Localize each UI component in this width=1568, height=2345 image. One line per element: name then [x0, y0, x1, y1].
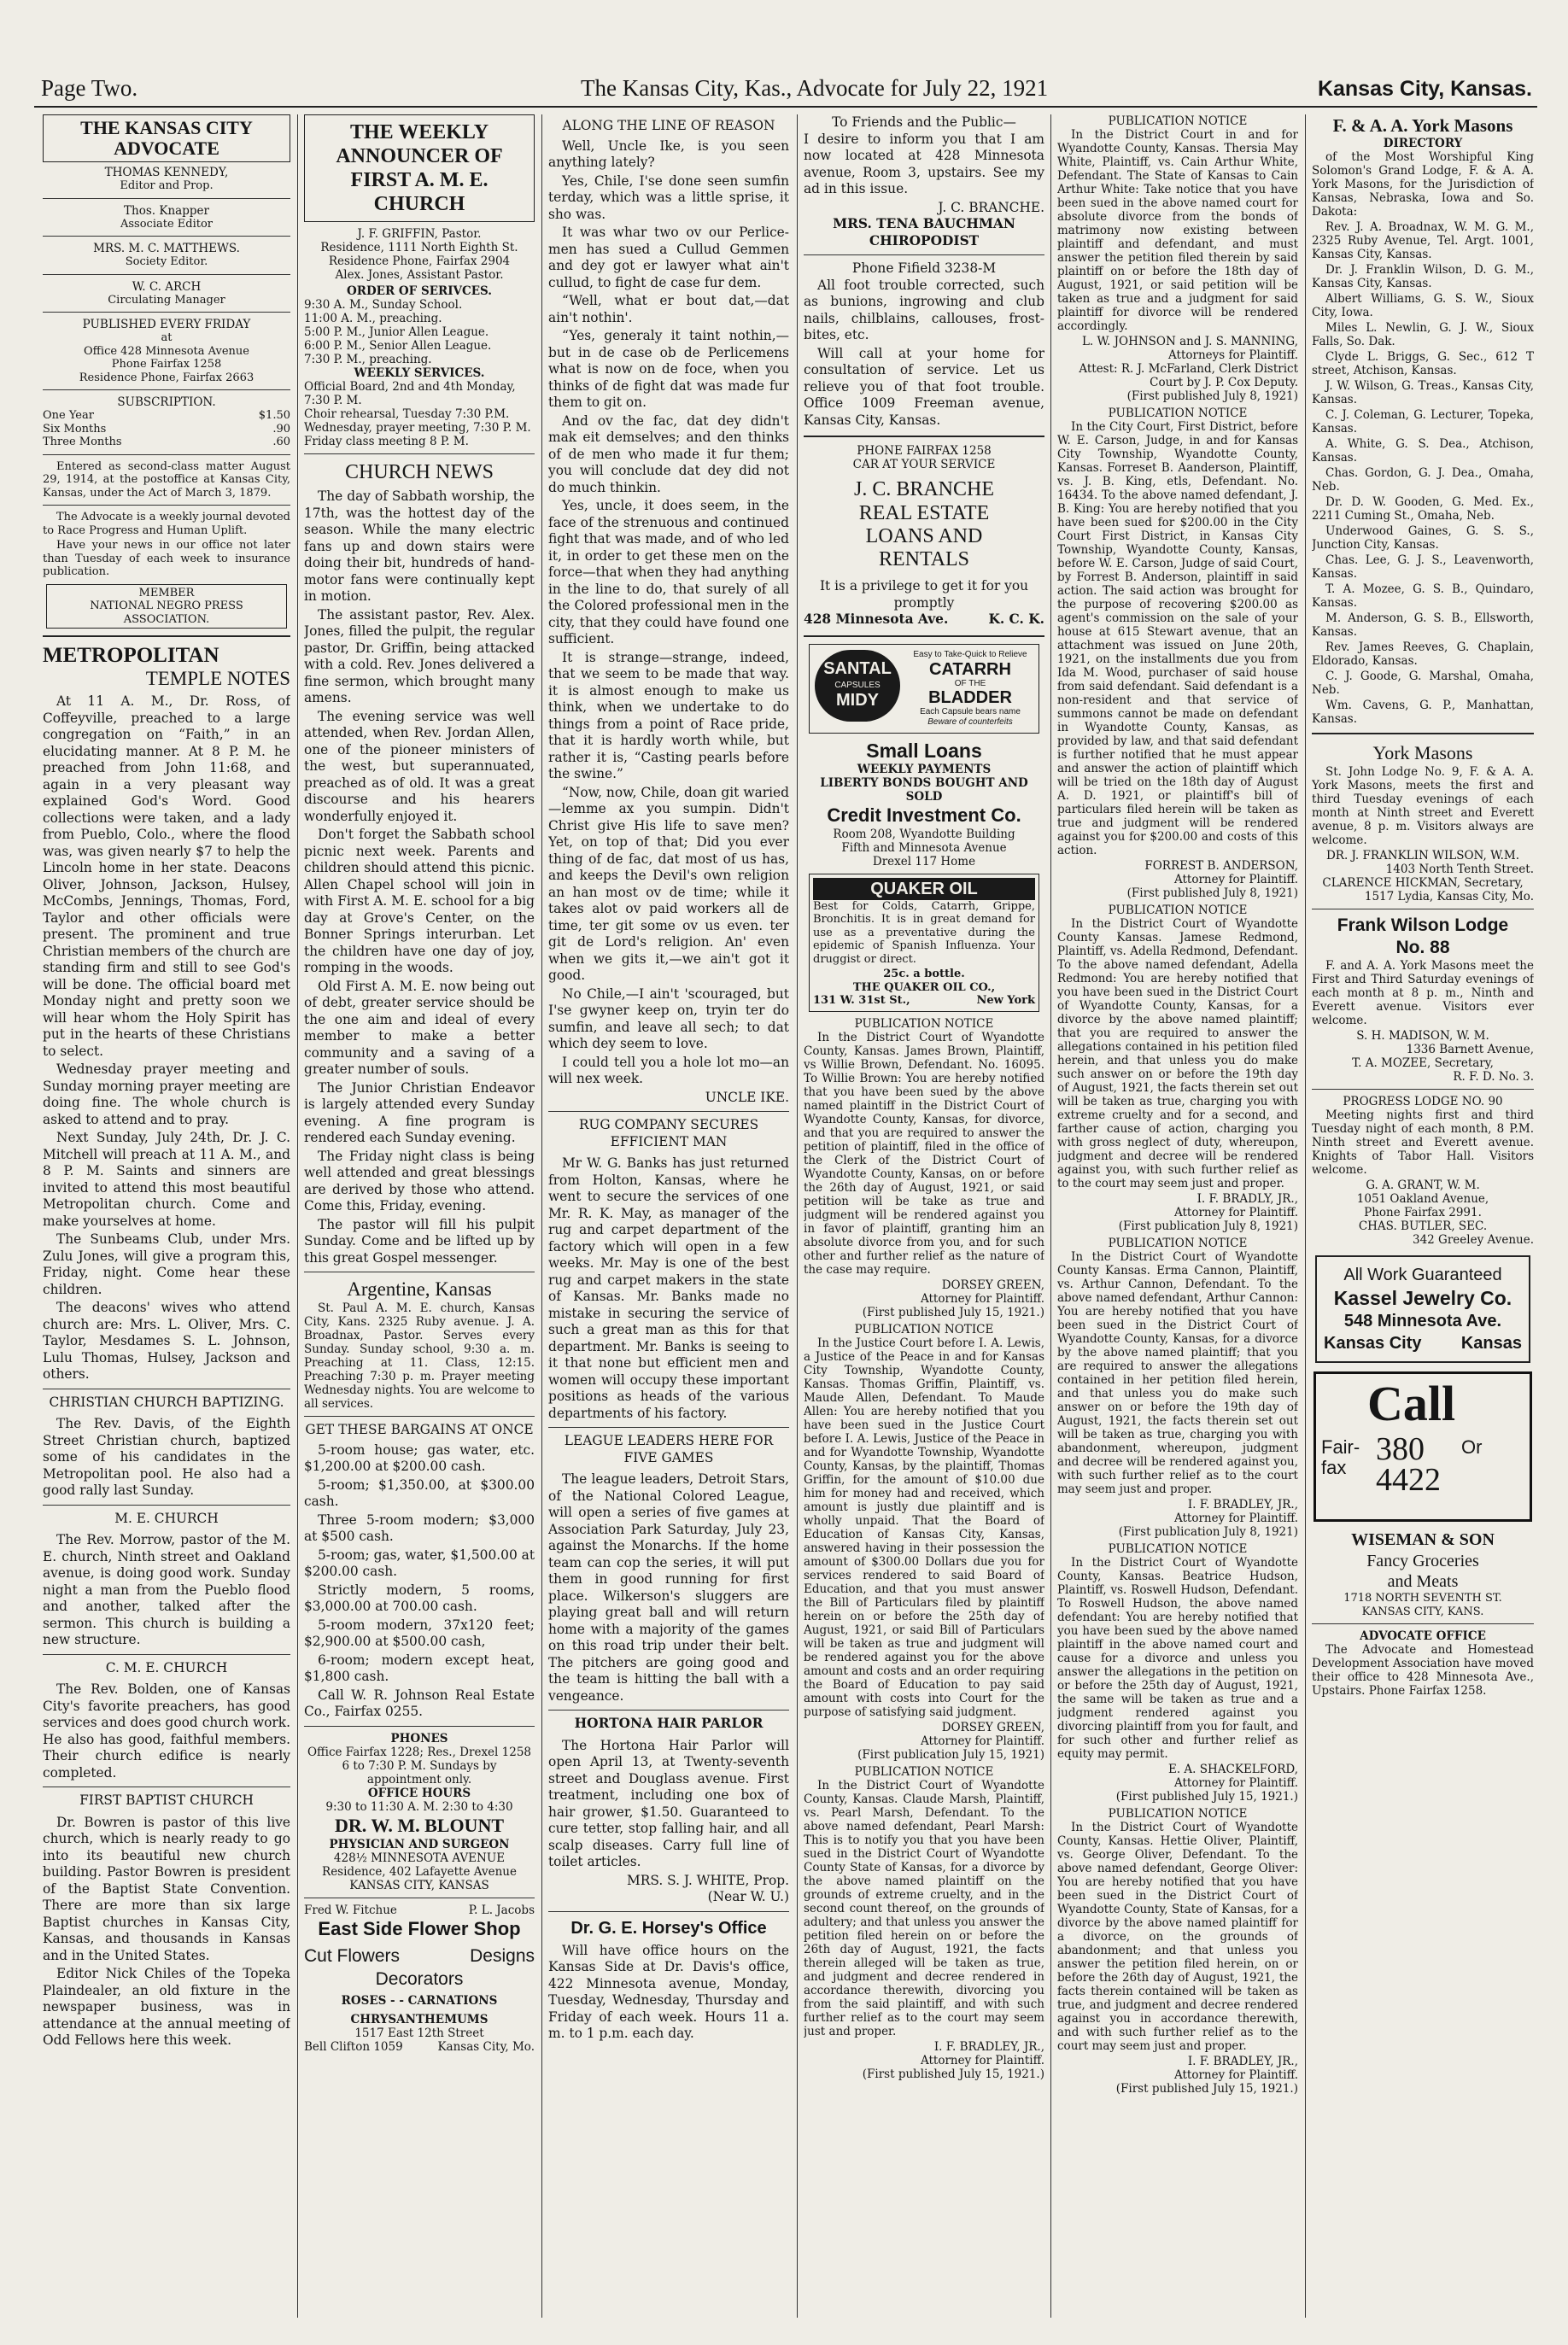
hortona-paragraph: The Hortona Hair Parlor will open April 13, at Twenty-seventh street and Douglass avenue. First treatment, including one box of hair grower, $1.50. Guaranteed to cure tetter, stop falling hair, and all scalp diseases. Carry full line of toilet articles. [548, 1737, 789, 1869]
pn-body: In the District Court of Wyandotte County, Kansas. James Brown, Plaintiff, vs Willie Brown, Defendant. No. 16095. To Willie Brown: You are hereby notified that you have been sued by the above named plaintiff in the District Court of Wyandotte County, Kansas, for divorce, and that you are required to answer the petition of plaintiff, filed in the office of the Clerk of the District Court of Wyandotte County, Kansas, on or before the 26th day of August, 1921, or said petition will be take as true and judgment will be rendered against you in favor of plaintiff, granting him an absolute divorce from you, and for such other and further relief as the nature of the case may require. [804, 1030, 1044, 1277]
bargain-item: Call W. R. Johnson Real Estate Co., Fairfax 0255. [304, 1687, 535, 1719]
chiro-paragraph: Will call at your home for consultation of service. Let us relieve you of that foot trouble. Office 1009 Freeman avenue, Kansas City, Kansas. [804, 345, 1044, 428]
news-paragraph: The Friday night class is being well attended and great blessings are derived by those who attend. Come this, Friday, evening. [304, 1148, 535, 1213]
bargain-item: 5-room house; gas water, etc. $1,200.00 at $200.00 cash. [304, 1442, 535, 1474]
devoted-notice: The Advocate is a weekly journal devoted to Race Progress and Human Uplift. [43, 511, 290, 537]
member-association: NATIONAL NEGRO PRESS ASSOCIATION. [90, 599, 243, 626]
pn-heading: PUBLICATION NOTICE [1108, 406, 1248, 420]
flower-roses: ROSES - - CARNATIONS [341, 1993, 498, 2008]
call-number-2: 4422 [1376, 1462, 1441, 1498]
directory-entry: A. White, G. S. Dea., Atchison, Kansas. [1312, 437, 1534, 465]
weekly-item: Choir rehearsal, Tuesday 7:30 P.M. [304, 407, 510, 421]
flower-item: Designs [470, 1945, 535, 1966]
pn-body: In the District Court of Wyandotte County, Kansas. Beatrice Hudson, Plaintiff, vs. Roswell Hudson, Defendant. To Roswell Hudson, the above named defendant: You are hereby notified that you have been sued by the above named plaintiff in the above named court and cause for a divorce and unless you answer the allegations in the petition on or before the 25th day of August, 1921, the same will be taken as true and a judgment rendered against you divorcing plaintiff from you for fault, and for such other and further relief as equity may permit. [1057, 1556, 1298, 1761]
order-item: 11:00 A. M., preaching. [304, 312, 442, 325]
santal-note: Each Capsule bears name [920, 706, 1021, 716]
directory-intro: of the Most Worshipful King Solomon's Grand Lodge, F. & A. A. York Masons, for the Jurisdiction of Kansas, Nebraska, Iowa and So. Dakota: [1312, 150, 1534, 219]
pastor-line: Residence Phone, Fairfax 2904 [328, 254, 511, 268]
santal-ad [809, 644, 1039, 734]
argentine-paragraph: St. Paul A. M. E. church, Kansas City, Kans. 2325 Ruby avenue. J. A. Broadnax, Pastor. Serves every Sunday. Sunday school, 9:30 a. m. Preaching at 11. Class, 12:15. Preaching 7:30 p. m. Prayer meeting Wednesday nights. You are welcome to all services. [304, 1301, 535, 1411]
cme-paragraph: The Rev. Bolden, one of Kansas City's favorite preachers, has good services and does good church work. He also has good, faithful members. Their church edifice is nearly completed. [43, 1681, 290, 1781]
kassel-ad [1315, 1255, 1530, 1363]
flower-phone: Bell Clifton 1059 [304, 2039, 403, 2054]
staff-line: THOMAS KENNEDY, [104, 166, 229, 179]
flower-chrys: CHRYSANTHEMUMS [350, 2012, 489, 2026]
quaker-city: New York [976, 994, 1035, 1007]
published-line: at [161, 331, 173, 344]
fbc-paragraph: Dr. Bowren is pastor of this live church, which is nearly ready to go into its beautiful new church building. Pastor Bowren is president of the Baptist State Convention. There are more than six large Baptist churches in Kansas City, Kansas, and thousands in Kansas and in the United States. [43, 1814, 290, 1963]
fw-sign: R. F. D. No. 3. [1453, 1070, 1534, 1084]
uncle-paragraph: Well, Uncle Ike, is you seen anything lately? [548, 137, 789, 170]
loans-heading: Small Loans [866, 739, 982, 762]
flower-city: Kansas City, Mo. [437, 2039, 535, 2054]
prog-sign: Phone Fairfax 2991. [1364, 1206, 1482, 1219]
uncle-paragraph: “Now, now, Chile, doan git waried—lemme ax you sumpin. Didn't Christ give His life to save men? Yet, on top of that; Did you ever thing of de fac, dat most of us has, and keeps the Devil's own religion an han most ov de time; while it takes alot ov paid workers all de time, ter git some ov us even. ter git de Lord's religion. An' even when we gits it,—we ain't got it good. [548, 784, 789, 983]
flower-shop-ad [304, 1903, 535, 2054]
wiseman-sub: and Meats [1387, 1572, 1459, 1591]
news-paragraph: The day of Sabbath worship, the 17th, was the hottest day of the season. While the many electric fans up and down stairs were doing their bit, hundreds of hand-motor fans were continually kept in motion. [304, 488, 535, 604]
santal-of: OF THE [954, 678, 986, 688]
column-rule [1050, 114, 1051, 2318]
pn-sign: (First published July 15, 1921.) [1115, 2082, 1298, 2096]
blount-ad [304, 1732, 535, 1892]
prog-sign: CHAS. BUTLER, SEC. [1358, 1219, 1488, 1233]
york-sign: CLARENCE HICKMAN, Secretary, [1322, 876, 1524, 890]
pn-sign: Attest: R. J. McFarland, Clerk District Court by J. P. Cox Deputy. [1079, 362, 1298, 389]
uncle-paragraph: “Yes, generaly it taint nothin,—but in de case ob de Perlicemens what is now on de foce, when you thinks of de fight dat was made fur them to git on. [548, 328, 789, 410]
flower-item: Cut Flowers [304, 1945, 401, 1966]
uncle-paragraph: And ov the fac, dat dey didn't mak eit demselves; and den thinks of de men who made it fur them; you will conclude dat dey did not do much thinkin. [548, 412, 789, 495]
pastor-block [304, 227, 535, 298]
subscription-heading: SUBSCRIPTION. [117, 395, 216, 409]
blount-address: 428½ MINNESOTA AVENUE [333, 1851, 506, 1865]
hortona-sign: (Near W. U.) [707, 1889, 789, 1904]
york-heading: York Masons [1372, 742, 1473, 763]
pn-sign: Attorney for Plaintiff. [1173, 1776, 1298, 1790]
call-fair: Fair- [1321, 1436, 1360, 1458]
announcer-title-box [304, 114, 535, 222]
kassel-line: Kassel Jewelry Co. [1333, 1287, 1512, 1309]
pn-sign: (First published July 15, 1921.) [862, 1305, 1044, 1319]
blount-title: PHYSICIAN AND SURGEON [329, 1837, 510, 1851]
bargains-heading: GET THESE BARGAINS AT ONCE [305, 1422, 534, 1437]
pn-heading: PUBLICATION NOTICE [854, 1322, 994, 1336]
call-fax: fax [1321, 1457, 1347, 1478]
pn-sign: I. F. BRADLY, JR., [1196, 1192, 1298, 1206]
santal-tagline: Easy to Take-Quick to Relieve [913, 649, 1027, 659]
order-heading: ORDER OF SERIVCES. [347, 284, 492, 298]
pn-sign: I. F. BRADLEY, JR., [1187, 1498, 1298, 1512]
uncle-paragraph: I could tell you a hole lot mo—an will nex week. [548, 1054, 789, 1086]
wiseman-heading: WISEMAN & SON [1351, 1530, 1495, 1549]
flower-shop-title: East Side Flower Shop [318, 1917, 521, 1939]
fw-sign: S. H. MADISON, W. M. [1356, 1029, 1489, 1043]
quaker-body: Best for Colds, Catarrh, Grippe, Bronchitis. It is in great demand for use as a preventative during the epidemic of Spanish Influenza. Your druggist or direct. [813, 899, 1035, 966]
uncle-paragraph: “Well, what er bout dat,—dat ain't nothin'. [548, 293, 789, 325]
member-label: MEMBER [138, 586, 195, 599]
chiro-phone: Phone Fifield 3238-M [851, 260, 997, 276]
staff-line: Circulating Manager [108, 293, 225, 307]
directory-entry: Chas. Lee, G. J. S., Leavenworth, Kansas. [1312, 553, 1534, 581]
pn-heading: PUBLICATION NOTICE [1108, 1542, 1248, 1556]
advocate-office-heading: ADVOCATE OFFICE [1360, 1629, 1486, 1643]
uncle-paragraph: It is strange—strange, indeed, that we seem to be made that way. it is almost enough to make us think, when we undertake to do things from a point of Race pride, that it is hardly worth while, but rather it is, “Casting pearls before the swine.” [548, 649, 789, 781]
branche-name: J. C. BRANCHE [853, 478, 995, 500]
fw-sign: 1336 Barnett Avenue, [1406, 1043, 1534, 1056]
published-line: Residence Phone, Fairfax 2663 [79, 371, 255, 384]
bargain-item: 5-room; $1,350.00, at $300.00 cash. [304, 1477, 535, 1509]
hours-line: 9:30 to 11:30 A. M. 2:30 to 4:30 [325, 1799, 513, 1814]
fw-number: No. 88 [1395, 938, 1450, 957]
fbc-paragraph: Editor Nick Chiles of the Topeka Plaindealer, an old fixture in the newspaper business, was in attendance at the annual meeting of Odd Fellows here this week. [43, 1966, 290, 2048]
chiro-name: MRS. TENA BAUCHMAN [833, 216, 1015, 231]
hortona-sign: MRS. S. J. WHITE, Prop. [627, 1872, 789, 1888]
york-sign: DR. J. FRANKLIN WILSON, W.M. [1325, 849, 1520, 863]
bargain-item: 5-room modern, 37x120 feet; $2,900.00 at $500.00 cash, [304, 1617, 535, 1649]
column-5 [1057, 114, 1298, 2318]
phones-line: Office Fairfax 1228; Res., Drexel 1258 6 to 7:30 P. M. Sundays by appointment only. [307, 1745, 532, 1787]
order-item: 6:00 P. M., Senior Allen League. [304, 339, 492, 353]
pn-heading: PUBLICATION NOTICE [854, 1016, 994, 1031]
prog-sign: G. A. GRANT, W. M. [1366, 1178, 1480, 1192]
news-paragraph: The pastor will fill his pulpit Sunday. Come and be lifted up by this great Gospel messenger. [304, 1216, 535, 1266]
prog-paragraph: Meeting nights first and third Tuesday night of each month, 8 P.M. Ninth street and Everett avenue. Knights of Tabor Hall. Visitors welcome. [1312, 1108, 1534, 1177]
subscription-row: One Year $1.50 [43, 409, 290, 422]
quaker-price: 25c. a bottle. [883, 968, 965, 980]
advocate-office-paragraph: The Advocate and Homestead Development Association have moved their office to 428 Minnesota Ave., Upstairs. Phone Fairfax 1258. [1312, 1643, 1534, 1698]
directory-entry: Underwood Gaines, G. S. S., Junction City, Kansas. [1312, 524, 1534, 552]
news-paragraph: The Junior Christian Endeavor is largely attended every Sunday evening. A fine program is rendered each Sunday evening. [304, 1079, 535, 1145]
pn-heading: PUBLICATION NOTICE [854, 1764, 994, 1779]
directory-entry: Rev. J. A. Broadnax, W. M. G. M., 2325 Ruby Avenue, Tel. Argt. 1001, Kansas City, Kansas. [1312, 220, 1534, 261]
pn-sign: I. F. BRADLEY, JR., [933, 2039, 1044, 2054]
masthead-box [43, 114, 290, 162]
directory-list [1312, 220, 1534, 726]
column-rule [1305, 114, 1306, 2318]
directory-entry: T. A. Mozee, G. S. B., Quindaro, Kansas. [1312, 582, 1534, 610]
directory-entry: Clyde L. Briggs, G. Sec., 612 T street, Atchison, Kansas. [1312, 350, 1534, 377]
subscription-row: Three Months .60 [43, 436, 290, 448]
christian-paragraph: The Rev. Davis, of the Eighth Street Christian church, baptized some of his candidates in the Metropolitan pool. He also had a good rally last Sunday. [43, 1416, 290, 1498]
metro-subtitle: TEMPLE NOTES [145, 668, 290, 689]
call-word: Call [1367, 1376, 1456, 1431]
news-paragraph: Don't forget the Sabbath school picnic next week. Parents and children should attend this picnic. Allen Chapel school will join in with First A. M. E. school for a big day at Grove's Center, on the Bonner Springs interurban. Let the children have one day of joy, romping in the woods. [304, 827, 535, 975]
fbc-heading: FIRST BAPTIST CHURCH [79, 1792, 254, 1808]
member-box [46, 584, 287, 629]
directory-entry: Albert Williams, G. S. W., Sioux City, Iowa. [1312, 292, 1534, 319]
pn-sign: (First publication July 15, 1921) [857, 1747, 1044, 1762]
pn-sign: E. A. SHACKELFORD, [1167, 1763, 1298, 1776]
pn-sign: Attorney for Plaintiff. [920, 2053, 1044, 2067]
directory-heading: DIRECTORY [1383, 137, 1463, 150]
loans-bonds: LIBERTY BONDS BOUGHT AND SOLD [820, 775, 1028, 804]
rug-paragraph: Mr W. G. Banks has just returned from Holton, Kansas, where he went to secure the services of one Mr. R. K. May, as manager of the rug and carpet department of the factory which will open in a few weeks. Mr. May is one of the best rug and carpet makers in the state of Kansas. Mr. Banks made no mistake in securing the service of such a great man as this for that department. Mr. Banks is seeing to it that none but efficient men and women will occupy these important positions as heads of the various departments of his factory. [548, 1155, 789, 1421]
paper-title: THE KANSAS CITY ADVOCATE [80, 117, 253, 159]
staff-line: Society Editor. [125, 255, 208, 268]
pn-sign: (First published July 8, 1921) [1126, 389, 1298, 403]
column-4 [804, 114, 1044, 2318]
fw-sign: T. A. MOZEE, Secretary, [1352, 1056, 1494, 1070]
staff-line: MRS. M. C. MATTHEWS. [93, 242, 240, 255]
league-paragraph: The league leaders, Detroit Stars, of the National Colored League, will open a series of five games at Association Park Saturday, July 23, against the Monarchs. If the home team can cop the series, it will put them in good running for first place. Wilkerson's sluggers are playing great ball and will return home with a majority of the games on this road trip under their belt. The pitchers are going good and the team is hitting the ball with a vengeance. [548, 1471, 789, 1704]
column-rule [297, 114, 298, 2318]
uncle-paragraph: It was whar two ov our Perlice-men has sued a Cullud Gemmen and dey got er lawyer what ain't cullud, to fight de case fur dem. [548, 225, 789, 290]
flower-owner: Fred W. Fitchue [304, 1903, 397, 1917]
branche-car: CAR AT YOUR SERVICE [852, 458, 996, 471]
pastor-line: Alex. Jones, Assistant Pastor. [335, 268, 504, 282]
kassel-line: All Work Guaranteed [1343, 1266, 1502, 1284]
uncle-signature: UNCLE IKE. [705, 1089, 789, 1105]
pn-sign: Attorney for Plaintiff. [1173, 2068, 1298, 2082]
friends-sign: J. C. BRANCHE. [938, 199, 1044, 215]
blount-residence: Residence, 402 Lafayette Avenue [322, 1864, 517, 1879]
wiseman-address: 1718 NORTH SEVENTH ST. [1343, 1592, 1502, 1605]
flower-owner: P. L. Jacobs [468, 1903, 535, 1917]
branche-privilege: It is a privilege to get it for you promptly [819, 578, 1029, 611]
call-or: Or [1461, 1436, 1483, 1458]
prog-heading: PROGRESS LODGE NO. 90 [1343, 1095, 1503, 1108]
pn-sign: (First publication July 8, 1921) [1118, 1525, 1298, 1539]
rug-heading: RUG COMPANY SECURES EFFICIENT MAN [578, 1117, 759, 1149]
news-deadline-notice: Have your news in our office not later than Tuesday of each week to insurance publication. [43, 539, 290, 578]
pn-sign: Attorney for Plaintiff. [1173, 1512, 1298, 1525]
church-news-heading: CHURCH NEWS [344, 461, 494, 483]
friends-heading: To Friends and the Public— [832, 114, 1016, 130]
pn-body: In the District Court in and for Wyandotte County, Kansas. Thersia May White, Plaintiff, vs. Cain Arthur White, Defendant. The State of Kansas to Cain Arthur White: Take notice that you have been sued in the above named court for absolute divorce from the bonds of matrimony now existing between plaintiff and defendant, and must answer the petition filed therein by said plaintiff on or before the 18th day of August, 1921, or said petition will be taken as true and a judgment for said plaintiff for divorce will be rendered accordingly. [1057, 128, 1298, 333]
metro-title: METROPOLITAN [43, 644, 219, 667]
pn-sign: L. W. JOHNSON and J. S. MANNING, Attorneys for Plaintiff. [1081, 335, 1298, 362]
chiro-paragraph: All foot trouble corrected, such as bunions, ingrowing and club nails, chilblains, callouses, frost-bites, etc. [804, 277, 1044, 342]
directory-entry: Dr. D. W. Gooden, G. Med. Ex., 2211 Cuming St., Omaha, Neb. [1312, 495, 1534, 523]
published-line: Phone Fairfax 1258 [111, 358, 222, 371]
branche-line: REAL ESTATE [858, 502, 990, 524]
pastor-line: J. F. GRIFFIN, Pastor. [357, 227, 482, 241]
pn-body: In the District Court of Wyandotte County, Kansas. Hettie Oliver, Plaintiff, vs. George Oliver, Defendant. To the above named defendant, George Oliver: You are hereby notified that you have been sued in the District Court of Wyandotte County, State of Kansas, for a divorce by the above named plaintiff for a divorce, on the grounds of abandonment; and that unless you answer the petition filed herein, on or before the 26th day of August, 1921, the facts therein contained will be taken as true, and judgment and decree rendered against you in accordance therewith, and with such further relief as to the court may seem just and proper. [1057, 1821, 1298, 2053]
loans-address: Drexel 117 Home [872, 854, 976, 868]
league-heading: LEAGUE LEADERS HERE FOR FIVE GAMES [564, 1433, 774, 1465]
call-number-1: 380 [1376, 1431, 1425, 1467]
directory-entry: J. W. Wilson, G. Treas., Kansas City, Kansas. [1312, 379, 1534, 406]
kassel-line: 548 Minnesota Ave. [1343, 1312, 1502, 1330]
pn-sign: FORREST B. ANDERSON, [1144, 859, 1298, 873]
pn-sign: I. F. BRADLEY, JR., [1187, 2055, 1298, 2068]
column-6 [1312, 114, 1534, 2318]
weekly-item: Wednesday, prayer meeting, 7:30 P. M. Friday class meeting 8 P. M. [304, 421, 531, 448]
order-item: 5:00 P. M., Junior Allen League. [304, 325, 489, 339]
staff-line: Associate Editor [120, 217, 214, 231]
pastor-line: Residence, 1111 North Eighth St. [320, 241, 518, 254]
santal-beware: Beware of counterfeits [927, 716, 1013, 727]
staff-list [43, 166, 290, 409]
column-3 [548, 114, 789, 2318]
pn-heading: PUBLICATION NOTICE [1108, 1237, 1248, 1250]
flower-address: 1517 East 12th Street [354, 2026, 484, 2040]
uncle-heading: ALONG THE LINE OF REASON [562, 118, 775, 133]
order-item: 7:30 P. M., preaching. [304, 353, 432, 366]
published-line: PUBLISHED EVERY FRIDAY [82, 318, 251, 331]
pn-sign: Attorney for Plaintiff. [920, 1734, 1044, 1748]
staff-line: Thos. Knapper [124, 203, 209, 218]
column-rule [541, 114, 542, 2318]
metro-paragraph: At 11 A. M., Dr. Ross, of Coffeyville, preached to a large congregation on “Faith,” in an elucidating manner. At 8 P. M. he preached from John 11:68, and again in a very pleasant way explained God's Word. Good collections were taken, and a lady from Pueblo, Colo., where the flood was, was given nearly $7 to help the Lincoln home in her state. Deacons Oliver, Johnson, Jackson, Hulsey, McCombs, Jennings, Thomas, Ford, Taylor and other officials were present. The prominent and true Christian members of the church are standing firm and still to see God's will be done. The official board met Monday night and pretty soon we will hear whom the Holy Spirit has put in the hearts of these Christians to select. [43, 693, 290, 1059]
directory-entry: Miles L. Newlin, G. J. W., Sioux Falls, So. Dak. [1312, 321, 1534, 348]
cme-heading: C. M. E. CHURCH [105, 1659, 228, 1675]
york-sign: 1517 Lydia, Kansas City, Mo. [1364, 890, 1534, 903]
blount-city: KANSAS CITY, KANSAS [349, 1878, 489, 1892]
bargain-item: Strictly modern, 5 rooms, $3,000.00 at 700.00 cash. [304, 1582, 535, 1614]
entered-notice: Entered as second-class matter August 29, 1914, at the postoffice at Kansas City, Kansas, under the Act of March 3, 1879. [43, 459, 290, 500]
pn-heading: PUBLICATION NOTICE [1108, 114, 1248, 128]
branche-address: 428 Minnesota Ave. [804, 611, 949, 627]
pn-sign: (First published July 8, 1921) [1126, 886, 1298, 900]
quaker-company: THE QUAKER OIL CO., [852, 980, 996, 994]
pn-sign: DORSEY GREEN, [941, 1720, 1044, 1734]
directory-entry: Dr. J. Franklin Wilson, D. G. M., Kansas City, Kansas. [1312, 263, 1534, 290]
pn-body: In the District Court of Wyandotte County, Kansas. Claude Marsh, Plaintiff, vs. Pearl Marsh, Defendant. To the above named defendant, Pearl Marsh: This is to notify you that you have been sued in the District Court of Wyandotte County State of Kansas, for a divorce by the above named plaintiff on the grounds of extreme cruelty, and in the second count thereof, on the grounds of adultery; and that unless you answer the petition filed herein on or before the 26th day of August, 1921, the facts therein alleged will be taken as true, and judgment and decree rendered in accordance therewith, divorcing you from the said plaintiff, and with such further relief as to the court may seem just and proper. [804, 1778, 1044, 2038]
city-label: Kansas City, Kansas. [1317, 77, 1532, 101]
bargain-item: 6-room; modern except heat, $1,800 cash. [304, 1652, 535, 1684]
wiseman-address: KANSAS CITY, KANS. [1361, 1605, 1484, 1618]
news-paragraph: Old First A. M. E. now being out of debt, greater service should be the one aim and ideal of every member to make a better community and a saving of a greater number of souls. [304, 978, 535, 1077]
quaker-ad [809, 874, 1039, 1012]
news-paragraph: The assistant pastor, Rev. Alex. Jones, filled the pulpit, the regular pastor, Dr. Griffin, being attacked with a cold. Rev. Jones delivered a fine sermon, which brought many amens. [304, 606, 535, 705]
christian-heading: CHRISTIAN CHURCH BAPTIZING. [49, 1394, 284, 1410]
pn-sign: DORSEY GREEN, [941, 1278, 1044, 1292]
bargain-item: 5-room; gas, water, $1,500.00 at $200.00 cash. [304, 1547, 535, 1579]
wiseman-sub: Fancy Groceries [1366, 1552, 1479, 1570]
branche-city: K. C. K. [988, 611, 1044, 627]
news-paragraph: The evening service was well attended, when Rev. Jordan Allen, one of the pioneer ministers of the west, but superannuated, preached as of old. It was a great discourse and his hearers wonderfully enjoyed it. [304, 708, 535, 824]
directory-entry: Rev. James Reeves, G. Chaplain, Eldorado, Kansas. [1312, 640, 1534, 668]
paper-date-line: The Kansas City, Kas., Advocate for July 22, 1921 [581, 75, 1049, 101]
bargain-item: Three 5-room modern; $3,000 at $500 cash. [304, 1512, 535, 1544]
me-heading: M. E. CHURCH [114, 1510, 219, 1526]
column-1 [43, 114, 290, 2318]
quaker-heading: QUAKER OIL [813, 878, 1035, 900]
directory-entry: Chas. Gordon, G. J. Dea., Omaha, Neb. [1312, 466, 1534, 494]
metro-paragraph: Wednesday prayer meeting and Sunday morning prayer meeting are doing fine. The whole church is asked to attend and to pray. [43, 1061, 290, 1127]
kassel-state: Kansas [1460, 1334, 1522, 1353]
chiro-title: CHIROPODIST [869, 232, 980, 249]
loans-company: Credit Investment Co. [827, 804, 1021, 826]
pn-sign: (First publication July 8, 1921) [1118, 1219, 1298, 1233]
santal-bladder: BLADDER [928, 687, 1012, 707]
pn-sign: Attorney for Plaintiff. [1173, 1206, 1298, 1219]
loans-address: Room 208, Wyandotte Building [833, 827, 1015, 841]
pn-sign: Attorney for Plaintiff. [1173, 873, 1298, 886]
santal-catarrh: CATARRH [929, 659, 1011, 679]
pn-body: In the District Court of Wyandotte County Kansas. Erma Cannon, Plaintiff, vs. Arthur Cannon, Defendant. To the above named defendant, Arthur Cannon: You are hereby notified that you have been sued in the District Court of Wyandotte County, Kansas, for a divorce by the above named plaintiff; that you are required to answer the allegations contained in her petition filed herein, and that unless you do make such answer on or before the 19th day of August, 1921, the facts therein set out will be taken as true, charging you with abandonment, whereupon, judgment and decree will be rendered against you, with such further relief as to the court may seem just and proper. [1057, 1250, 1298, 1496]
metro-paragraph: The Sunbeams Club, under Mrs. Zulu Jones, will give a program this, Friday, night. Come hear these children. [43, 1231, 290, 1297]
pn-sign: Attorney for Plaintiff. [920, 1291, 1044, 1306]
uncle-paragraph: Yes, Chile, I'se done seen sumfin terday, which was a little sprise, it sho was. [548, 173, 789, 222]
uncle-paragraph: Yes, uncle, it does seem, in the face of the strenuous and continued fight that was made, and of who led it, in order to get these men on the force—that when they had anything in the line to do, that surely of all the Colored professional men in the city, that they could have found one sufficient. [548, 498, 789, 646]
york-paragraph: St. John Lodge No. 9, F. & A. A. York Masons, meets the first and third Tuesday evenings of each month at Ninth street and Everett avenue, 8 p. m. Visitors always are welcome. [1312, 765, 1534, 847]
branche-line: RENTALS [878, 548, 970, 570]
argentine-heading: Argentine, Kansas [347, 1278, 492, 1300]
prog-sign: 342 Greeley Avenue. [1413, 1233, 1534, 1247]
horsey-paragraph: Will have office hours on the Kansas Side at Dr. Davis's office, 422 Minnesota avenue, Monday, Tuesday, Wednesday, Thursday and Friday of each week. Hours 11 a. m. to 1 p.m. each day. [548, 1942, 789, 2041]
metro-paragraph: The deacons' wives who attend church are: Mrs. L. Oliver, Mrs. C. Taylor, Mesdames S. L. Johnson, Lulu Thomas, Hulsey, Jackson and others. [43, 1300, 290, 1382]
capsule-icon: SANTAL CAPSULES MIDY [815, 650, 900, 722]
fw-paragraph: F. and A. A. York Masons meet the First and Third Saturday evenings of each month at 8 p. m., Ninth and Everett avenue. Visitors ever welcome. [1312, 959, 1534, 1027]
flower-item: Decorators [375, 1968, 464, 1989]
published-line: Office 428 Minnesota Avenue [84, 344, 249, 358]
friends-paragraph: I desire to inform you that I am now located at 428 Minnesota avenue, Room 3, upstairs. See my ad in this issue. [804, 131, 1044, 196]
directory-entry: Wm. Cavens, G. P., Manhattan, Kansas. [1312, 699, 1534, 726]
staff-line: W. C. ARCH [132, 279, 202, 294]
quaker-address: 131 W. 31st St., [813, 994, 910, 1007]
pn-body: In the District Court of Wyandotte County Kansas. Jamese Redmond, Plaintiff, vs. Adella Redmond, Defendant. To the above named defendant, Adella Redmond: You are hereby notified that you have been sued in the District Court of Wyandotte County, Kansas, for a divorce by the above named plaintiff; that you are required to answer the allegations contained in his petition filed herein, and that unless you do make such answer on or before the 19th day of August, 1921, the facts therein set out will be taken as true, charging you with extreme cruelty and for a second, and farther cause of action, charging you with gross neglect of duty, whereupon, judgment and decree will be rendered against you, with such further relief as to the court may seem just and proper. [1057, 917, 1298, 1190]
pn-sign: (First published July 15, 1921.) [862, 2067, 1044, 2081]
pn-heading: PUBLICATION NOTICE [1108, 1807, 1248, 1821]
hours-heading: OFFICE HOURS [367, 1786, 471, 1800]
order-item: 9:30 A. M., Sunday School. [304, 298, 463, 312]
pn-sign: (First published July 15, 1921.) [1115, 1790, 1298, 1804]
call-ad [1313, 1371, 1532, 1522]
order-list [304, 298, 535, 448]
directory-entry: C. J. Goode, G. Marshal, Omaha, Neb. [1312, 670, 1534, 697]
weekly-item: Official Board, 2nd and 4th Monday, 7:30 P. M. [304, 380, 516, 407]
pn-heading: PUBLICATION NOTICE [1108, 903, 1248, 917]
blount-name: DR. W. M. BLOUNT [334, 1814, 505, 1836]
directory-entry: C. J. Coleman, G. Lecturer, Topeka, Kansas. [1312, 408, 1534, 436]
kassel-city: Kansas City [1324, 1334, 1422, 1353]
page-header [34, 72, 1537, 108]
branche-phone: PHONE FAIRFAX 1258 [857, 444, 992, 458]
column-2 [304, 114, 535, 2318]
staff-line: Editor and Prop. [120, 179, 214, 192]
subscription-row: Six Months .90 [43, 422, 290, 436]
pn-body: In the Justice Court before I. A. Lewis, a Justice of the Peace in and for Kansas City Township, Wyandotte County, Kansas. Thomas Griffin, Plaintiff, vs. Maude Allen, Defendant. To Maude Allen: You are hereby notified that you have been sued in the Justice Court before I. A. Lewis, Justice of the Peace in and for Wyandotte Township, Wyandotte County, Kansas, by the plaintiff, Thomas Griffin, for the amount of $10.00 due him for money had and received, which amount is justly due plaintiff and is wholly unpaid. That the Board of Education of Kansas City, Kansas, answered having in their possession the amount of $300.00 Dollars due you for services rendered to said Board of Education, and that you must answer the Bill of Particulars filed by plaintiff herein on or before the 25th day of August, 1921, or said Bill of Particulars will be taken as true and judgment will be rendered against you for the above amount and costs and an order requiring the Board of Education to pay said amount with costs into Court for the purpose of satisfying said judgment. [804, 1336, 1044, 1719]
announcer-title: THE WEEKLY ANNOUNCER OF FIRST A. M. E. CHURCH [336, 121, 503, 215]
prog-sign: 1051 Oakland Avenue, [1356, 1192, 1489, 1206]
pn-body: In the City Court, First District, before W. E. Carson, Judge, in and for Kansas City Township, Wyandotte County, Kansas. Forreset B. Aanderson, Plaintiff, vs. J. B. King, etls, Defendant. No. 16434. To the above named defendant, J. B. King: You are hereby notified that you have been sued for $200.00 in the City Court First District, in Kansas City Township, Wyandotte County, Kansas, before W. E. Carson, Judge of said Court, by Forrest B. Anderson, plaintiff in said action. The said action was brought for the purpose of recovering $200.00 as agent's commission on the sale of your house at 615 Stewart avenue, that an attachment was issued on June 20th, 1921, on the installments due you from Ida M. Wood, purchaser of said house from said defendant. Said defendant is a non-resident and that service of summons cannot be made on defendant in Wyandotte County, Kansas, as provided by law, and that said defendant is further notified that he must appear and answer the action of plaintiff which will be tried on the 18th day of August A. D. 1921, or plaintiff's bill of particulars filed herein will be taken as true and judgment will be rendered against you for $200.00 and costs of this action. [1057, 420, 1298, 857]
metro-paragraph: Next Sunday, July 24th, Dr. J. C. Mitchell will preach at 11 A. M., and 8 P. M. Saints and sinners are invited to attend this most beautiful Metropolitan church. Come and make yourselves at home. [43, 1130, 290, 1229]
directory-entry: M. Anderson, G. S. B., Ellsworth, Kansas. [1312, 611, 1534, 639]
page-number: Page Two. [41, 75, 138, 101]
branche-line: LOANS AND [865, 525, 983, 547]
loans-sub: WEEKLY PAYMENTS [857, 762, 992, 776]
horsey-heading: Dr. G. E. Horsey's Office [570, 1918, 767, 1938]
uncle-paragraph: No Chile,—I ain't 'scouraged, but I'se gwyner keep on, tryin ter do sumfin, and leave all sech; to dat which dey seem to love. [548, 985, 789, 1051]
york-sign: 1403 North Tenth Street. [1385, 863, 1534, 876]
masons-heading: F. & A. A. York Masons [1332, 115, 1513, 136]
subscription-rates [43, 409, 290, 449]
weekly-heading: WEEKLY SERVICES. [354, 366, 485, 380]
column-rule [797, 114, 798, 2318]
fw-heading: Frank Wilson Lodge [1337, 915, 1509, 935]
hortona-heading: HORTONA HAIR PARLOR [574, 1716, 764, 1731]
loans-address: Fifth and Minnesota Avenue [841, 840, 1007, 855]
phones-heading: PHONES [390, 1731, 448, 1746]
me-paragraph: The Rev. Morrow, pastor of the M. E. church, Ninth street and Oakland avenue, is doing good work. Sunday night a man from the Pueblo flood and another, talked after the sermon. This church is building a new structure. [43, 1532, 290, 1647]
